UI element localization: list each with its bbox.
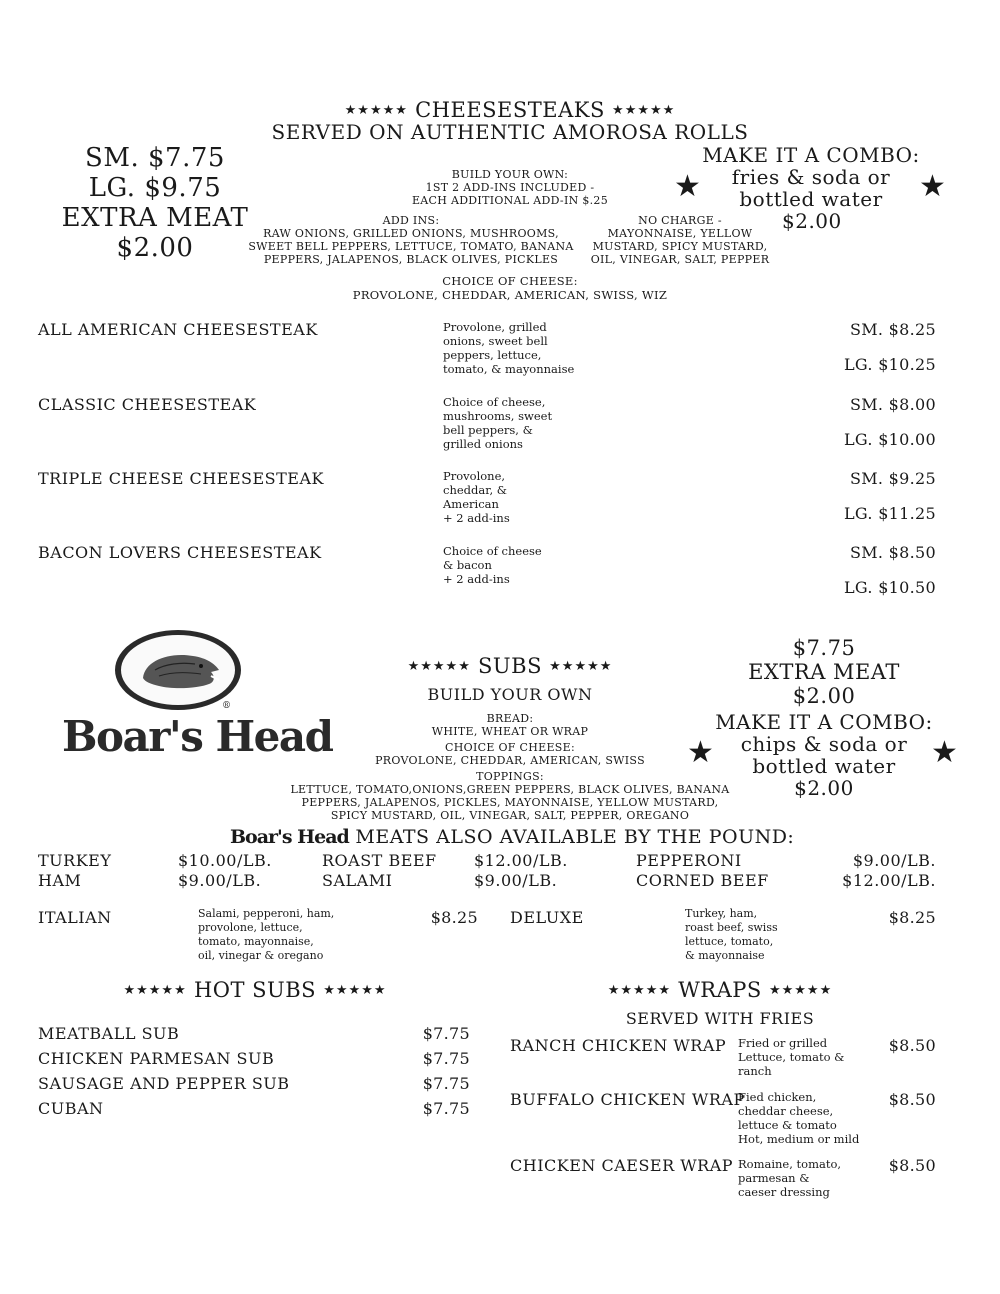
boar-icon	[115, 630, 241, 710]
cheesesteaks-title: CHEESESTEAKS	[415, 98, 605, 122]
menu-item-price: $8.50	[888, 1036, 936, 1055]
menu-item-price: $8.50	[888, 1090, 936, 1109]
meat-name: PEPPERONI	[636, 851, 742, 870]
meat-name: TURKEY	[38, 851, 112, 870]
meat-price: $9.00/LB.	[178, 871, 262, 890]
menu-item-name: CHICKEN PARMESAN SUB	[38, 1049, 275, 1068]
stars-left: ★★★★★	[344, 103, 408, 118]
subs-extra-meat-label: EXTRA MEAT	[748, 660, 900, 684]
cheesesteaks-subtitle: SERVED ON AUTHENTIC AMOROSA ROLLS	[271, 120, 749, 144]
combo-line-1: fries & soda or	[731, 165, 891, 189]
menu-item-name: CLASSIC CHEESESTEAK	[38, 395, 257, 414]
menu-item-name: CHICKEN CAESER WRAP	[510, 1156, 734, 1175]
price-sm: SM. $8.50	[849, 543, 936, 562]
meat-price: $9.00/LB.	[474, 871, 558, 890]
menu-item-desc: Fied chicken, cheddar cheese, lettuce & tomato Hot, medium or mild	[738, 1090, 860, 1146]
menu-item-name: BACON LOVERS CHEESESTEAK	[38, 543, 322, 562]
meat-name: HAM	[38, 871, 82, 890]
cheesesteak-base-prices	[50, 143, 260, 263]
subs-extra-meat-price: $2.00	[792, 684, 856, 708]
menu-item-name: DELUXE	[510, 908, 584, 927]
wraps-header: ★★★★★ WRAPS ★★★★★	[607, 978, 833, 1002]
price-lg: LG. $10.50	[844, 578, 936, 597]
menu-item-price: $7.75	[422, 1099, 470, 1118]
menu-item-price: $7.75	[422, 1074, 470, 1093]
menu-item-desc: Salami, pepperoni, ham, provolone, lettuce, tomato, mayonnaise, oil, vinegar & oregano	[198, 907, 335, 962]
menu-item-price: $8.25	[888, 908, 936, 927]
registered-mark: ®	[222, 701, 231, 711]
menu-item-name: ITALIAN	[38, 908, 112, 927]
subs-title: SUBS	[478, 654, 542, 678]
menu-item-name: ALL AMERICAN CHEESESTEAK	[38, 320, 318, 339]
build-your-own-info: BUILD YOUR OWN: 1ST 2 ADD-INS INCLUDED - EACH ADDITIONAL ADD-IN $.25	[411, 168, 609, 207]
price-sm: SM. $8.00	[849, 395, 936, 414]
meat-price: $12.00/LB.	[474, 851, 568, 870]
menu-item-price: $8.25	[430, 908, 478, 927]
menu-item-price: $7.75	[422, 1049, 470, 1068]
combo-line-2: bottled water	[739, 187, 883, 211]
boars-head-logo-emblem	[115, 630, 241, 710]
star-icon: ★	[687, 735, 714, 770]
wraps-title: WRAPS	[678, 978, 762, 1002]
extra-meat-label: EXTRA MEAT	[61, 203, 249, 233]
menu-item-name: TRIPLE CHEESE CHEESESTEAK	[38, 469, 324, 488]
subs-combo: MAKE IT A COMBO: chips & soda or bottled water $2.00	[712, 711, 936, 799]
extra-meat-price: $2.00	[116, 233, 194, 263]
menu-item-price: $8.50	[888, 1156, 936, 1175]
meat-name: SALAMI	[322, 871, 393, 890]
menu-item-desc: Provolone, grilled onions, sweet bell peppers, lettuce, tomato, & mayonnaise	[443, 320, 575, 376]
no-charge-list: NO CHARGE - MAYONNAISE, YELLOW MUSTARD, SPICY MUSTARD, OIL, VINEGAR, SALT, PEPPER	[590, 214, 770, 266]
subs-toppings: TOPPINGS: LETTUCE, TOMATO,ONIONS,GREEN PEPPERS, BLACK OLIVES, BANANA PEPPERS, JALAPENOS, PICKLES, MAYONNAISE, YELLOW MUSTARD, SPICY MUSTARD, OIL, VINEGAR, SALT, PEPPER, OREGANO	[290, 770, 730, 822]
price-lg: LG. $10.25	[844, 355, 936, 374]
cheesesteak-combo	[700, 144, 922, 210]
menu-item-name: CUBAN	[38, 1099, 104, 1118]
combo-price: $2.00	[782, 209, 842, 233]
meat-price: $10.00/LB.	[178, 851, 272, 870]
menu-item-name: RANCH CHICKEN WRAP	[510, 1036, 727, 1055]
meat-price: $9.00/LB.	[852, 851, 936, 870]
base-price-lg: LG. $9.75	[88, 173, 222, 203]
by-pound-header	[230, 826, 810, 848]
price-lg: LG. $11.25	[844, 504, 936, 523]
star-icon: ★	[674, 169, 701, 204]
subs-price-block	[724, 636, 924, 708]
price-lg: LG. $10.00	[844, 430, 936, 449]
menu-item-name: MEATBALL SUB	[38, 1024, 180, 1043]
price-sm: SM. $8.25	[849, 320, 936, 339]
add-ins-list: ADD INS: RAW ONIONS, GRILLED ONIONS, MUSHROOMS, SWEET BELL PEPPERS, LETTUCE, TOMATO, BANANA PEPPERS, JALAPENOS, BLACK OLIVES, PICKLES	[248, 214, 574, 266]
subs-subtitle: BUILD YOUR OWN	[427, 685, 593, 704]
stars-right: ★★★★★	[612, 103, 676, 118]
menu-item-name: BUFFALO CHICKEN WRAP	[510, 1090, 745, 1109]
star-icon: ★	[919, 169, 946, 204]
menu-item-desc: Turkey, ham, roast beef, swiss lettuce, tomato, & mayonnaise	[685, 907, 778, 962]
menu-item-desc: Provolone, cheddar, & American + 2 add-ins	[443, 469, 510, 525]
hot-subs-title: HOT SUBS	[193, 978, 317, 1002]
subs-base-price: $7.75	[792, 636, 856, 660]
menu-item-desc: Fried or grilled Lettuce, tomato & ranch	[738, 1036, 845, 1078]
subs-combo-price: $2.00	[794, 776, 854, 800]
hot-subs-header: ★★★★★ HOT SUBS ★★★★★	[123, 978, 387, 1002]
meat-name: ROAST BEEF	[322, 851, 437, 870]
menu-item-name: SAUSAGE AND PEPPER SUB	[38, 1074, 290, 1093]
subs-bread: BREAD: WHITE, WHEAT OR WRAP	[431, 712, 589, 738]
price-sm: SM. $9.25	[849, 469, 936, 488]
wraps-subtitle: SERVED WITH FRIES	[625, 1009, 815, 1028]
boars-head-logo-text: Boar's Head	[62, 712, 333, 761]
subs-cheese: CHOICE OF CHEESE: PROVOLONE, CHEDDAR, AMERICAN, SWISS	[375, 741, 645, 767]
menu-item-price: $7.75	[422, 1024, 470, 1043]
subs-header: ★★★★★ SUBS ★★★★★	[407, 654, 613, 678]
meat-price: $12.00/LB.	[842, 871, 936, 890]
menu-item-desc: Choice of cheese, mushrooms, sweet bell peppers, & grilled onions	[443, 395, 553, 451]
star-icon: ★	[931, 735, 958, 770]
cheese-choice: CHOICE OF CHEESE: PROVOLONE, CHEDDAR, AMERICAN, SWISS, WIZ	[352, 274, 668, 302]
by-pound-title: MEATS ALSO AVAILABLE BY THE POUND:	[355, 826, 795, 848]
combo-title: MAKE IT A COMBO:	[702, 143, 920, 167]
menu-item-desc: Choice of cheese & bacon + 2 add-ins	[443, 544, 542, 586]
base-price-sm: SM. $7.75	[85, 143, 225, 173]
subs-combo-title: MAKE IT A COMBO:	[715, 710, 933, 734]
boars-head-inline-logo: Boar's Head	[230, 826, 349, 848]
menu-item-desc: Romaine, tomato, parmesan & caeser dressing	[738, 1157, 842, 1199]
meat-name: CORNED BEEF	[636, 871, 769, 890]
